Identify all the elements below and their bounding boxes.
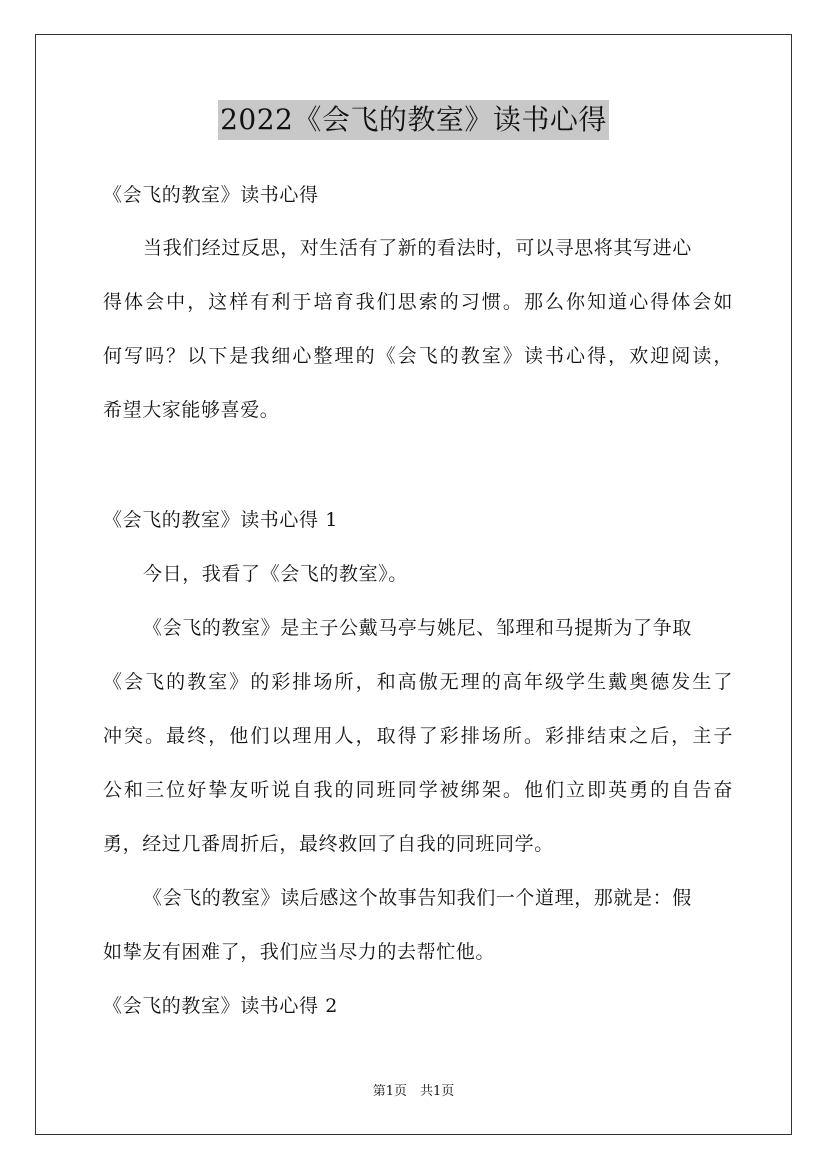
document-subtitle: 《会飞的教室》读书心得 (103, 184, 319, 206)
section1-p3-line-2: 如挚友有困难了，我们应当尽力的去帮忙他。 (103, 941, 496, 963)
section1-p2-line-5: 勇，经过几番周折后，最终救回了自我的同班同学。 (103, 833, 554, 855)
intro-line-1: 当我们经过反思，对生活有了新的看法时，可以寻思将其写进心 (143, 237, 692, 259)
section1-p2-line-3: 冲突。最终，他们以理用人，取得了彩排场所。彩排结束之后，主子 (103, 725, 733, 747)
section1-p2-line-2: 《会飞的教室》的彩排场所，和高傲无理的高年级学生戴奥德发生了 (103, 671, 733, 693)
section1-heading: 《会飞的教室》读书心得 1 (103, 509, 338, 531)
section1-p3-line-1: 《会飞的教室》读后感这个故事告知我们一个道理，那就是：假 (143, 887, 692, 909)
document-title: 2022《会飞的教室》读书心得 (218, 100, 609, 140)
title-container (0, 100, 827, 140)
section1-p2-line-4: 公和三位好挚友听说自我的同班同学被绑架。他们立即英勇的自告奋 (103, 779, 733, 801)
intro-line-4: 希望大家能够喜爱。 (103, 399, 280, 421)
section1-paragraph-1: 今日，我看了《会飞的教室》。 (143, 563, 408, 585)
page-footer: 第1页 共1页 (372, 1084, 455, 1099)
section1-p2-line-1: 《会飞的教室》是主子公戴马亭与姚尼、邹理和马提斯为了争取 (143, 617, 692, 639)
intro-line-2: 得体会中，这样有利于培育我们思索的习惯。那么你知道心得体会如 (103, 291, 733, 313)
section2-heading: 《会飞的教室》读书心得 2 (103, 995, 338, 1017)
intro-line-3: 何写吗？以下是我细心整理的《会飞的教室》读书心得，欢迎阅读， (103, 345, 733, 367)
